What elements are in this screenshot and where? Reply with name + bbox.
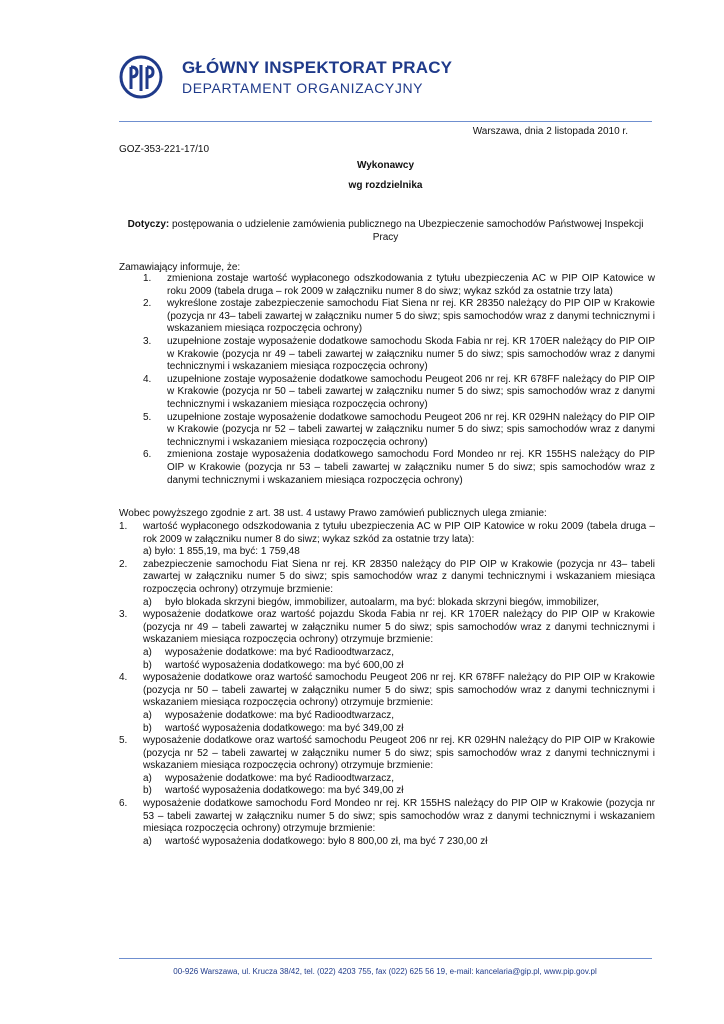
sub-item [143,647,655,660]
list-item-number: 1. [119,521,128,532]
list-item-text: wykreślone zostaje zabezpieczenie samochodu Fiat Siena nr rej. KR 28350 należący do PIP OIP w Krakowie (pozycja nr 43– tabeli zawartej w załączniku numer 5 do siwz; spis samochodów wraz z danymi technicznymi i wskazaniem miesiąca rozpoczęcia ochrony) [167,298,655,335]
list-item-text: uzupełnione zostaje wyposażenie dodatkowe samochodu Peugeot 206 nr rej. KR 029HN należący do PIP OIP w Krakowie (pozycja nr 52 – tabeli zawartej w załączniku numer 5 do siwz; spis samochodów wraz z danymi technicznymi i wskazaniem miesiąca rozpoczęcia ochrony) [167,411,655,448]
list-item-number: 3. [143,335,152,347]
list-item [143,412,655,450]
sub-item-text: wartość wyposażenia dodatkowego: ma być 349,00 zł [165,785,404,797]
list-item-number: 2. [119,558,128,570]
list-item-number: 5. [119,735,128,747]
list-item-text: wyposażenie dodatkowe oraz wartość pojazdu Skoda Fabia nr rej. KR 170ER należący do PIP OIP w Krakowie (pozycja nr 49 – tabeli zawartej w załączniku numer 5 do siwz; spis samochodów wraz z danymi technicznymi i wskazaniem miesiąca rozpoczęcia ochrony) otrzymuje brzmienie: [143,609,655,646]
list-item-number: 5. [143,411,152,423]
list-item-text: zmieniona zostaje wyposażenia dodatkowego samochodu Ford Mondeo nr rej. KR 155HS należący do PIP OIP w Krakowie (pozycja nr 53 – tabeli zawartej w załączniku numer 5 do siwz; spis samochodów wraz z danymi technicznymi i wskazaniem miesiąca rozpoczęcia ochrony) [167,449,655,486]
recipient-line-2: wg rozdzielnika [348,180,423,191]
sub-item-letter: b) [143,659,152,671]
list-item [143,298,655,336]
sub-item [143,546,655,559]
list-item-number: 6. [143,449,152,461]
sub-item-text: wyposażenie dodatkowe: ma być Radioodtwarzacz, [165,772,395,784]
list-item-text: wyposażenie dodatkowe samochodu Ford Mondeo nr rej. KR 155HS należący do PIP OIP w Krakowie (pozycja nr 53 – tabeli zawartej w załączniku numer 5 do siwz; spis samochodów wraz z danymi technicznymi i wskazaniem miesiąca rozpoczęcia ochrony) otrzymuje brzmienie: [143,798,655,835]
sub-item-letter: a) [143,596,152,608]
sub-item-text: było blokada skrzyni biegów, immobilizer, autoalarm, ma być: blokada skrzyni biegów, immobilizer, [165,596,600,608]
footer-contact: 00-926 Warszawa, ul. Krucza 38/42, tel. (022) 4203 755, fax (022) 625 56 19, e-mail: kancelaria@gip.pl, www.pip.gov.pl [173,967,597,976]
sub-item [143,785,655,798]
list-item-text: zmieniona zostaje wartość wypłaconego odszkodowania z tytułu ubezpieczenia AC w PIP OIP Katowice w roku 2009 (tabela druga – rok 2009 w załączniku numer 8 do siwz; wykaz szkód za ostatnie trzy lata) [167,273,655,297]
list-item [143,273,655,298]
sub-item-text: wyposażenie dodatkowe: ma być Radioodtwarzacz, [165,709,395,721]
sub-item-text: wartość wyposażenia dodatkowego: było 8 800,00 zł, ma być 7 230,00 zł [165,835,488,847]
list-item-text: zabezpieczenie samochodu Fiat Siena nr rej. KR 28350 należący do PIP OIP w Krakowie (pozycja nr 43– tabeli zawartej w załączniku numer 5 do siwz; spis samochodów wraz z danymi technicznymi i wskazaniem miesiąca rozpoczęcia ochrony) otrzymuje brzmienie: [143,558,655,595]
sub-item [143,773,655,786]
list-item-text: wyposażenie dodatkowe oraz wartość samochodu Peugeot 206 nr rej. KR 029HN należący do PIP OIP w Krakowie (pozycja nr 52 – tabeli zawartej w załączniku numer 5 do siwz; spis samochodów wraz z danymi technicznymi i wskazaniem miesiąca rozpoczęcia ochrony) otrzymuje brzmienie: [143,735,655,772]
list-item-text: uzupełnione zostaje wyposażenie dodatkowe samochodu Skoda Fabia nr rej. KR 170ER należący do PIP OIP w Krakowie (pozycja nr 49 – tabeli zawartej w załączniku numer 5 do siwz; spis samochodów wraz z danymi technicznymi i wskazaniem miesiąca rozpoczęcia ochrony) [167,335,655,373]
list-item-text: uzupełnione zostaje wyposażenie dodatkowe samochodu Peugeot 206 nr rej. KR 678FF należący do PIP OIP w Krakowie (pozycja nr 50 – tabeli zawartej w załączniku numer 5 do siwz; spis samochodów wraz z danymi technicznymi i wskazaniem miesiąca rozpoczęcia ochrony) [167,373,655,410]
sub-item-text: wartość wyposażenia dodatkowego: ma być 349,00 zł [165,722,404,734]
list-item-text: wyposażenie dodatkowe oraz wartość samochodu Peugeot 206 nr rej. KR 678FF należący do PIP OIP w Krakowie (pozycja nr 50 – tabeli zawartej w załączniku numer 5 do siwz; spis samochodów wraz z danymi technicznymi i wskazaniem miesiąca rozpoczęcia ochrony) otrzymuje brzmienie: [143,672,655,709]
list-item-number: 4. [119,672,128,684]
sub-item [143,597,655,610]
letter-date: Warszawa, dnia 2 listopada 2010 r. [472,126,628,137]
sub-item-letter: a) [143,835,152,847]
header-divider [119,121,652,122]
sub-item-text: wartość wyposażenia dodatkowego: ma być 600,00 zł [165,659,404,671]
list-item-number: 2. [143,298,152,310]
list-item [119,735,655,798]
list-item [119,672,655,735]
sub-item-text: wyposażenie dodatkowe: ma być Radioodtwarzacz, [165,646,395,658]
sub-item-letter: a) [143,709,152,721]
sub-item [143,723,655,736]
list-item-number: 6. [119,798,128,810]
pip-logo-icon [119,55,163,99]
list-item-number: 4. [143,373,152,385]
subject-label: Dotyczy: [127,219,170,230]
recipient-line-1: Wykonawcy [356,160,415,171]
list-item-number: 1. [143,273,152,284]
list-item [119,798,655,848]
department-name: DEPARTAMENT ORGANIZACYJNY [182,80,424,96]
amendment-intro: Wobec powyższego zgodnie z art. 38 ust. 4 ustawy Prawo zamówień publicznych ulega zmianie: [119,508,547,519]
sub-item [143,710,655,723]
sub-item-letter: a) [143,772,152,784]
list-item [119,559,655,609]
list-item [143,374,655,412]
reference-number: GOZ-353-221-17/10 [119,144,210,155]
list-item-number: 3. [119,609,128,621]
subject [119,219,652,244]
sub-item-letter: a) [143,646,152,658]
sub-item [143,836,655,849]
footer-divider [119,958,652,959]
amendments-list [119,521,655,848]
list-item [143,336,655,374]
list-item [119,521,655,559]
subject-text: postępowania o udzielenie zamówienia publicznego na Ubezpieczenie samochodów Państwowej Inspekcji Pracy [169,219,644,243]
sub-item-letter: b) [143,785,152,797]
sub-item-text: a) było: 1 855,19, ma być: 1 759,48 [143,546,300,558]
list-item-text: wartość wypłaconego odszkodowania z tytułu ubezpieczenia AC w PIP OIP Katowice w roku 2009 (tabela druga – rok 2009 w załączniku numer 8 do siwz; wykaz szkód za ostatnie trzy lata): [143,521,655,545]
changes-list [143,273,655,487]
org-name: GŁÓWNY INSPEKTORAT PRACY [182,58,453,77]
sub-item [143,660,655,673]
list-item [119,609,655,672]
sub-item-letter: b) [143,722,152,734]
list-item [143,449,655,487]
intro-text: Zamawiający informuje, że: [119,262,241,273]
